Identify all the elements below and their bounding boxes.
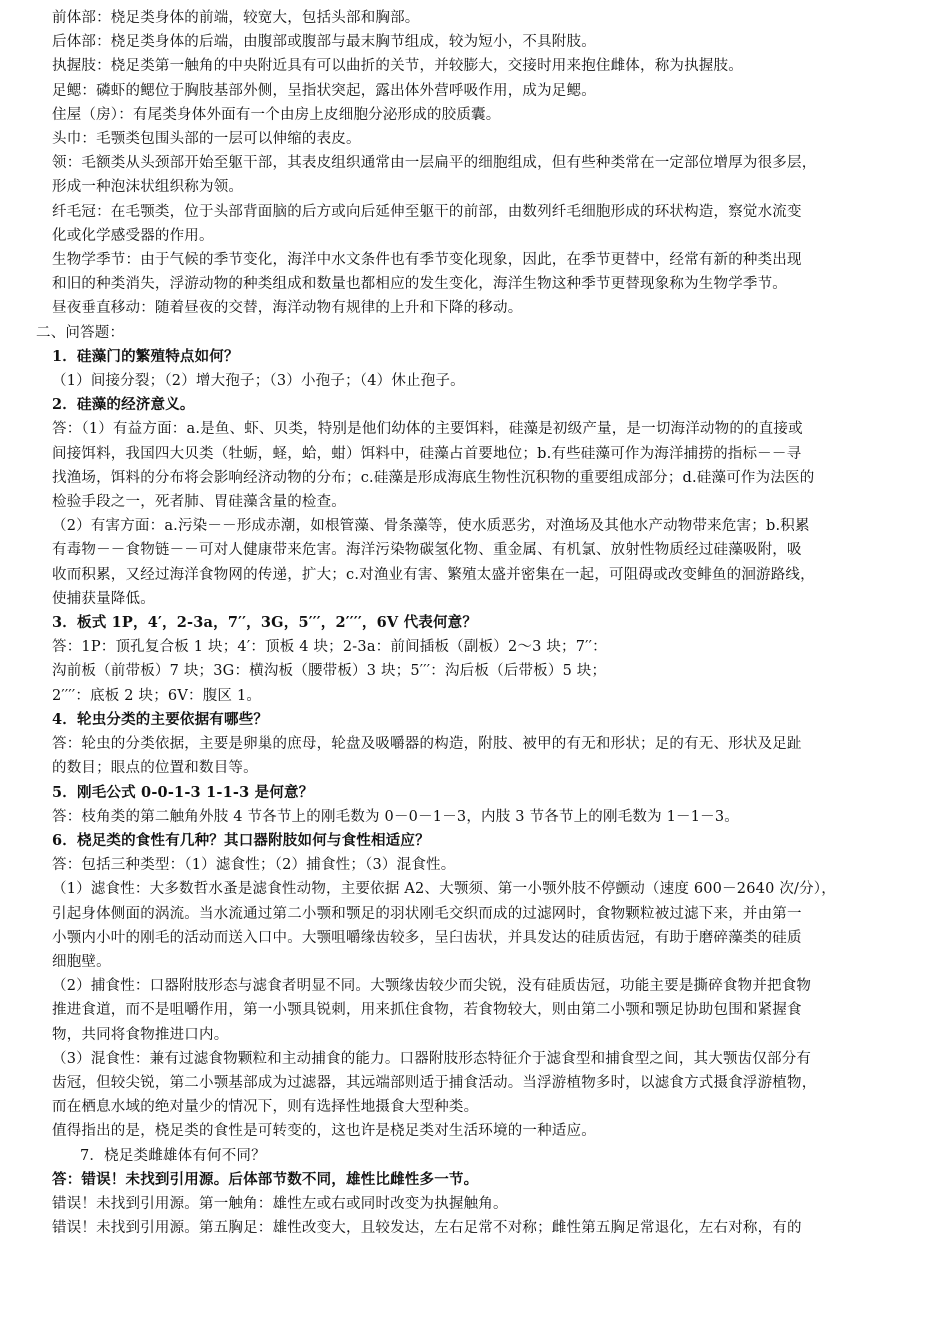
answer-6-line: （2）捕食性：口器附肢形态与滤食者明显不同。大颚缘齿较少而尖锐，没有硅质齿冠，功能主要是撕碎食物并把食物 xyxy=(52,978,812,995)
definition-collar: 领：毛额类从头颈部开始至躯干部，其表皮组织通常由一层扁平的细胞组成，但有些种类常在一定部位增厚为很多层， xyxy=(52,155,817,172)
definition-diel-migration: 昼夜垂直移动：随着昼夜的交替，海洋动物有规律的上升和下降的移动。 xyxy=(52,300,523,317)
question-5: 5．刚毛公式 0-0-1-3 1-1-3 是何意？ xyxy=(52,783,314,801)
answer-1: （1）间接分裂；（2）增大孢子；（3）小孢子；（4）休止孢子。 xyxy=(52,373,465,390)
answer-3-line: 沟前板（前带板）7 块；3G：横沟板（腰带板）3 块；5′′′：沟后板（后带板）5 块； xyxy=(52,663,607,680)
question-1: 1．硅藻门的繁殖特点如何？ xyxy=(52,347,239,365)
answer-6-line: 细胞壁。 xyxy=(52,953,111,970)
answer-2-line: 找渔场，饵料的分布将会影响经济动物的分布；c.硅藻是形成海底生物性沉积物的重要组成部分；d.硅藻可作为法医的 xyxy=(52,469,815,486)
answer-2-line: 答：（1）有益方面：a.是鱼、虾、贝类，特别是他们幼体的主要饵料，硅藻是初级产量，是一切海洋动物的的直接或 xyxy=(52,421,803,438)
definition-foot-gill: 足鳃：磷虾的鳃位于胸肢基部外侧，呈指状突起，露出体外营呼吸作用，成为足鳃。 xyxy=(52,82,596,99)
answer-6-line: （1）滤食性：大多数哲水蚤是滤食性动物，主要依据 A2、大颚须、第一小颚外肢不停颤动（速度 600－2640 次/分）， xyxy=(52,881,836,898)
definition-anterior-body: 前体部：桡足类身体的前端，较宽大，包括头部和胸部。 xyxy=(52,10,420,26)
answer-6-line: 物，共同将食物推进口内。 xyxy=(52,1026,229,1043)
definition-hood: 头巾：毛颚类包围头部的一层可以伸缩的表皮。 xyxy=(52,131,361,148)
answer-6-line: 小颚内小叶的刚毛的活动而送入口中。大颚咀嚼缘齿较多，呈臼齿状，并具发达的硅质齿冠，有助于磨碎藻类的硅质 xyxy=(52,929,802,946)
question-6: 6．桡足类的食性有几种？其口器附肢如何与食性相适应？ xyxy=(52,831,430,849)
answer-7-line: 错误！未找到引用源。第五胸足：雄性改变大，且较发达，左右足常不对称；雌性第五胸足常退化，左右对称，有的 xyxy=(52,1220,802,1237)
definition-biological-season: 生物学季节：由于气候的季节变化，海洋中水文条件也有季节变化现象，因此，在季节更替中，经常有新的种类出现 xyxy=(52,252,802,269)
answer-2-line: 使捕获量降低。 xyxy=(52,590,155,607)
answer-3-line: 答：1P：顶孔复合板 1 块；4′：顶板 4 块；2-3a：前间插板（副板）2～3 块；7′′： xyxy=(52,639,607,656)
answer-7-line: 错误！未找到引用源。第一触角：雄性左或右或同时改变为执握触角。 xyxy=(52,1195,508,1212)
definition-ciliary-corona-cont: 化或化学感受器的作用。 xyxy=(52,227,214,244)
answer-2-line: 检验手段之一，死者肺、胃硅藻含量的检查。 xyxy=(52,494,346,511)
definition-ciliary-corona: 纤毛冠：在毛颚类，位于头部背面脑的后方或向后延伸至躯干的前部，由数列纤毛细胞形成的环状构造，察觉水流变 xyxy=(52,203,802,220)
answer-6-line: 值得指出的是，桡足类的食性是可转变的，这也许是桡足类对生活环境的一种适应。 xyxy=(52,1123,596,1140)
answer-5: 答：枝角类的第二触角外肢 4 节各节上的刚毛数为 0－0－1－3，内肢 3 节各节上的刚毛数为 1－1－3。 xyxy=(52,808,739,825)
answer-4-line: 答：轮虫的分类依据，主要是卵巢的庶母，轮盘及吸嚼器的构造，附肢、被甲的有无和形状；足的有无、形状及足趾 xyxy=(52,736,802,753)
question-3: 3．板式 1P，4′，2-3a，7′′，3G，5′′′，2′′′′，6V 代表何意？ xyxy=(52,614,478,632)
answer-2-line: 收而积累，又经过海洋食物网的传递，扩大；c.对渔业有害、繁殖太盛并密集在一起，可阻碍或改变鲱鱼的洄游路线， xyxy=(52,566,815,583)
answer-3-line: 2′′′′：底板 2 块；6V：腹区 1。 xyxy=(52,687,262,704)
answer-2-line: （2）有害方面：a.污染－－形成赤潮，如根管藻、骨条藻等，使水质恶劣，对渔场及其他水产动物带来危害；b.积累 xyxy=(52,518,810,535)
answer-4-line: 的数目；眼点的位置和数目等。 xyxy=(52,760,258,777)
answer-2-line: 间接饵料，我国四大贝类（牡蛎，蛏，蛤，蚶）饵料中，硅藻占首要地位；b.有些硅藻可作为海洋捕捞的指标－－寻 xyxy=(52,445,802,462)
answer-6-line: 齿冠，但较尖锐，第二小颚基部成为过滤器，其远端部则适于捕食活动。当浮游植物多时，以滤食方式摄食浮游植物， xyxy=(52,1074,817,1091)
definition-grasping-limb: 执握肢：桡足类第一触角的中央附近具有可以曲折的关节，并较膨大，交接时用来抱住雌体，称为执握肢。 xyxy=(52,58,743,75)
definition-collar-cont: 形成一种泡沫状组织称为领。 xyxy=(52,179,244,196)
answer-6-line: 答：包括三种类型：（1）滤食性；（2）捕食性；（3）混食性。 xyxy=(52,857,456,874)
answer-2-line: 有毒物－－食物链－－可对人健康带来危害。海洋污染物碳氢化物、重金属、有机氯、放射性物质经过硅藻吸附，吸 xyxy=(52,542,802,559)
question-4: 4．轮虫分类的主要依据有哪些？ xyxy=(52,710,269,728)
answer-6-line: 引起身体侧面的涡流。当水流通过第二小颚和颚足的羽状刚毛交织而成的过滤网时，食物颗粒被过滤下来，并由第一 xyxy=(52,905,802,922)
answer-6-line: 而在栖息水域的绝对量少的情况下，则有选择性地摄食大型种类。 xyxy=(52,1099,479,1116)
definition-biological-season-cont: 和旧的种类消失，浮游动物的种类组成和数量也都相应的发生变化，海洋生物这种季节更替现象称为生物学季节。 xyxy=(52,276,787,293)
answer-6-line: 推进食道，而不是咀嚼作用，第一小颚具锐刺，用来抓住食物，若食物较大，则由第二小颚和颚足协助包围和紧握食 xyxy=(52,1002,802,1019)
definition-posterior-body: 后体部：桡足类身体的后端，由腹部或腹部与最末胸节组成，较为短小，不具附肢。 xyxy=(52,34,596,51)
answer-6-note: 7．桡足类雌雄体有何不同？ xyxy=(80,1147,266,1164)
definition-house: 住屋（房）：有尾类身体外面有一个由房上皮细胞分泌形成的胶质囊。 xyxy=(52,106,501,123)
answer-6-line: （3）混食性：兼有过滤食物颗粒和主动捕食的能力。口器附肢形态特征介于滤食型和捕食型之间，其大颚齿仅部分有 xyxy=(52,1050,812,1067)
question-7: 答：错误！未找到引用源。后体部节数不同，雄性比雌性多一节。 xyxy=(52,1170,479,1188)
question-2: 2．硅藻的经济意义。 xyxy=(52,396,195,414)
section-heading: 二、问答题： xyxy=(36,324,125,341)
